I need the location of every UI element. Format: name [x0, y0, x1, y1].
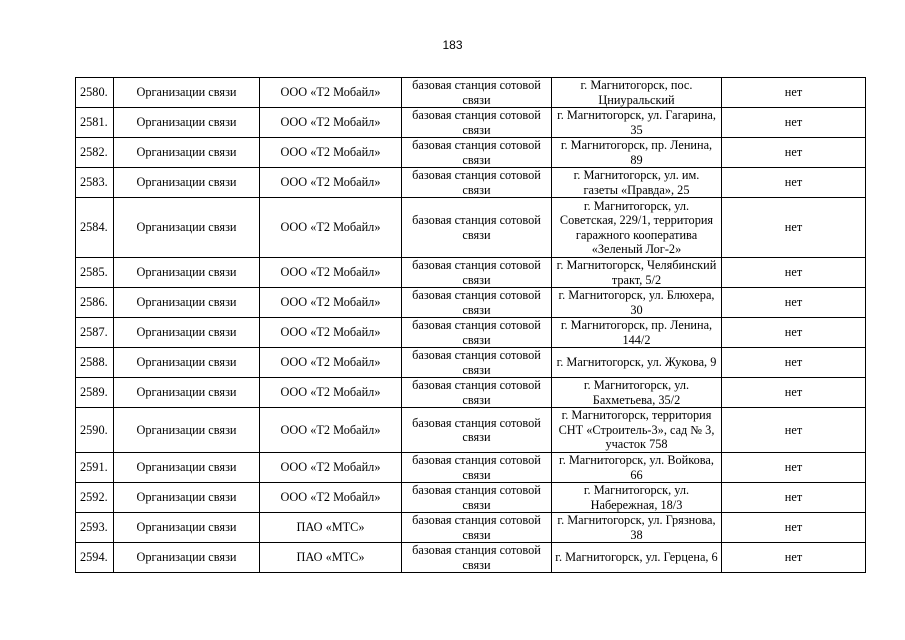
object-type-cell: базовая станция сотовой связи: [402, 378, 552, 408]
organization-name-cell: ООО «Т2 Мобайл»: [260, 198, 402, 258]
object-type-cell: базовая станция сотовой связи: [402, 78, 552, 108]
table-row: [76, 453, 866, 483]
row-number-cell: 2581.: [76, 108, 114, 138]
row-number-cell: 2585.: [76, 258, 114, 288]
address-cell: г. Магнитогорск, ул. Жукова, 9: [552, 348, 722, 378]
object-type-cell: базовая станция сотовой связи: [402, 168, 552, 198]
organization-name-cell: ПАО «МТС»: [260, 513, 402, 543]
address-cell: г. Магнитогорск, пос. Цниуральский: [552, 78, 722, 108]
table-row: [76, 513, 866, 543]
organization-name-cell: ООО «Т2 Мобайл»: [260, 408, 402, 453]
organization-type-cell: Организации связи: [114, 543, 260, 573]
address-cell: г. Магнитогорск, территория СНТ «Строитель-3», сад № 3, участок 758: [552, 408, 722, 453]
status-value-cell: нет: [722, 453, 866, 483]
object-type-cell: базовая станция сотовой связи: [402, 198, 552, 258]
object-type-cell: базовая станция сотовой связи: [402, 318, 552, 348]
object-type-cell: базовая станция сотовой связи: [402, 288, 552, 318]
table-row: [76, 78, 866, 108]
organization-type-cell: Организации связи: [114, 138, 260, 168]
organization-type-cell: Организации связи: [114, 258, 260, 288]
organization-name-cell: ООО «Т2 Мобайл»: [260, 483, 402, 513]
organization-name-cell: ООО «Т2 Мобайл»: [260, 378, 402, 408]
organization-name-cell: ООО «Т2 Мобайл»: [260, 138, 402, 168]
status-value-cell: нет: [722, 483, 866, 513]
status-value-cell: нет: [722, 78, 866, 108]
organization-name-cell: ПАО «МТС»: [260, 543, 402, 573]
row-number-cell: 2582.: [76, 138, 114, 168]
status-value-cell: нет: [722, 168, 866, 198]
address-cell: г. Магнитогорск, ул. Войкова, 66: [552, 453, 722, 483]
object-type-cell: базовая станция сотовой связи: [402, 513, 552, 543]
status-value-cell: нет: [722, 348, 866, 378]
address-cell: г. Магнитогорск, ул. Набережная, 18/3: [552, 483, 722, 513]
table-row: [76, 168, 866, 198]
address-cell: г. Магнитогорск, ул. Бахметьева, 35/2: [552, 378, 722, 408]
status-value-cell: нет: [722, 408, 866, 453]
organization-type-cell: Организации связи: [114, 348, 260, 378]
object-type-cell: базовая станция сотовой связи: [402, 483, 552, 513]
status-value-cell: нет: [722, 198, 866, 258]
object-type-cell: базовая станция сотовой связи: [402, 408, 552, 453]
row-number-cell: 2580.: [76, 78, 114, 108]
table-row: [76, 138, 866, 168]
organization-type-cell: Организации связи: [114, 483, 260, 513]
table-row: [76, 543, 866, 573]
row-number-cell: 2583.: [76, 168, 114, 198]
registry-rows: [76, 78, 866, 573]
table-row: [76, 483, 866, 513]
organization-type-cell: Организации связи: [114, 288, 260, 318]
object-type-cell: базовая станция сотовой связи: [402, 108, 552, 138]
row-number-cell: 2584.: [76, 198, 114, 258]
address-cell: г. Магнитогорск, пр. Ленина, 89: [552, 138, 722, 168]
status-value-cell: нет: [722, 378, 866, 408]
organization-name-cell: ООО «Т2 Мобайл»: [260, 318, 402, 348]
table-row: [76, 108, 866, 138]
status-value-cell: нет: [722, 138, 866, 168]
organization-type-cell: Организации связи: [114, 108, 260, 138]
address-cell: г. Магнитогорск, ул. Герцена, 6: [552, 543, 722, 573]
page-number: 183: [442, 38, 463, 52]
registry-table: [75, 77, 866, 573]
row-number-cell: 2594.: [76, 543, 114, 573]
row-number-cell: 2590.: [76, 408, 114, 453]
organization-type-cell: Организации связи: [114, 198, 260, 258]
table-row: [76, 318, 866, 348]
status-value-cell: нет: [722, 258, 866, 288]
address-cell: г. Магнитогорск, Челябинский тракт, 5/2: [552, 258, 722, 288]
row-number-cell: 2593.: [76, 513, 114, 543]
organization-name-cell: ООО «Т2 Мобайл»: [260, 168, 402, 198]
organization-type-cell: Организации связи: [114, 168, 260, 198]
table-row: [76, 288, 866, 318]
object-type-cell: базовая станция сотовой связи: [402, 138, 552, 168]
address-cell: г. Магнитогорск, ул. им. газеты «Правда», 25: [552, 168, 722, 198]
table-row: [76, 378, 866, 408]
object-type-cell: базовая станция сотовой связи: [402, 543, 552, 573]
organization-name-cell: ООО «Т2 Мобайл»: [260, 453, 402, 483]
organization-type-cell: Организации связи: [114, 408, 260, 453]
organization-type-cell: Организации связи: [114, 78, 260, 108]
table-row: [76, 408, 866, 453]
address-cell: г. Магнитогорск, пр. Ленина, 144/2: [552, 318, 722, 348]
row-number-cell: 2591.: [76, 453, 114, 483]
status-value-cell: нет: [722, 288, 866, 318]
status-value-cell: нет: [722, 543, 866, 573]
address-cell: г. Магнитогорск, ул. Гагарина, 35: [552, 108, 722, 138]
address-cell: г. Магнитогорск, ул. Советская, 229/1, территория гаражного кооператива «Зеленый Лог-2»: [552, 198, 722, 258]
row-number-cell: 2588.: [76, 348, 114, 378]
table-row: [76, 198, 866, 258]
address-cell: г. Магнитогорск, ул. Грязнова, 38: [552, 513, 722, 543]
organization-name-cell: ООО «Т2 Мобайл»: [260, 258, 402, 288]
row-number-cell: 2589.: [76, 378, 114, 408]
object-type-cell: базовая станция сотовой связи: [402, 348, 552, 378]
status-value-cell: нет: [722, 513, 866, 543]
organization-name-cell: ООО «Т2 Мобайл»: [260, 288, 402, 318]
row-number-cell: 2587.: [76, 318, 114, 348]
organization-name-cell: ООО «Т2 Мобайл»: [260, 108, 402, 138]
organization-type-cell: Организации связи: [114, 378, 260, 408]
organization-type-cell: Организации связи: [114, 453, 260, 483]
row-number-cell: 2586.: [76, 288, 114, 318]
object-type-cell: базовая станция сотовой связи: [402, 258, 552, 288]
table-row: [76, 348, 866, 378]
address-cell: г. Магнитогорск, ул. Блюхера, 30: [552, 288, 722, 318]
organization-name-cell: ООО «Т2 Мобайл»: [260, 348, 402, 378]
status-value-cell: нет: [722, 108, 866, 138]
organization-name-cell: ООО «Т2 Мобайл»: [260, 78, 402, 108]
organization-type-cell: Организации связи: [114, 513, 260, 543]
row-number-cell: 2592.: [76, 483, 114, 513]
table-row: [76, 258, 866, 288]
status-value-cell: нет: [722, 318, 866, 348]
organization-type-cell: Организации связи: [114, 318, 260, 348]
object-type-cell: базовая станция сотовой связи: [402, 453, 552, 483]
